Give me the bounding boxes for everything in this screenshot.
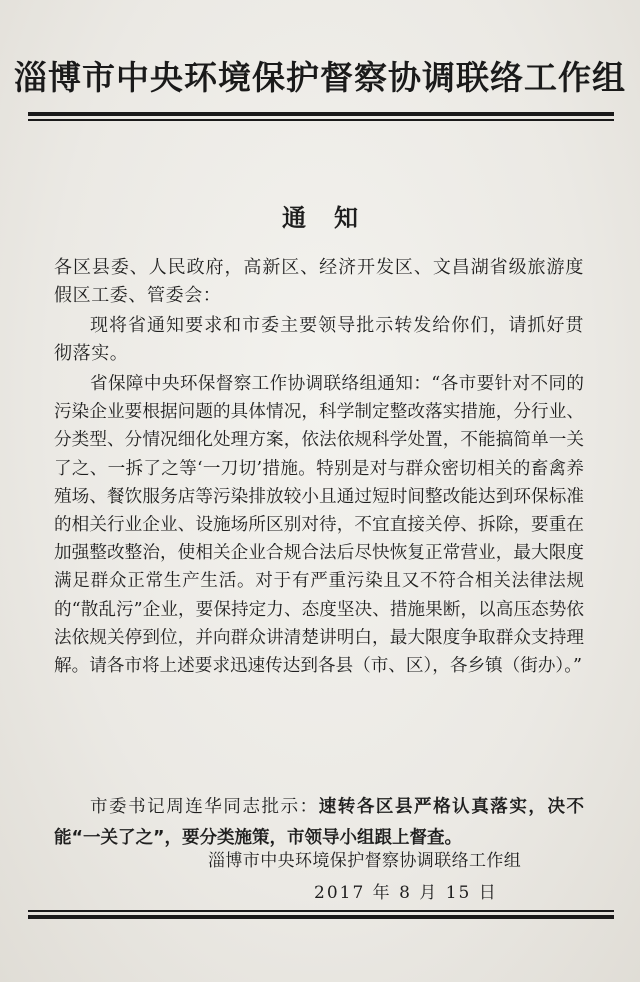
body-paragraph-2: 省保障中央环保督察工作协调联络组通知：“各市要针对不同的污染企业要根据问题的具体情况，科学制定整改落实措施，分行业、分类型、分情况细化处理方案，依法依规科学处置，不能搞简单一关了之、一拆了之等‘一刀切’措施。特别是对与群众密切相关的畜禽养殖场、餐饮服务店等污染排放较小且通过短时间整改能达到环保标准的相关行业企业、设施场所区别对待，不宜直接关停、拆除，要重在加强整改整治，使相关企业合规合法后尽快恢复正常营业，最大限度满足群众正常生产生活。对于有严重污染且又不符合相关法律法规的“散乱污”企业，要保持定力、态度坚决、措施果断，以高压态势依法依规关停到位，并向群众讲清楚讲明白，最大限度争取群众支持理解。请各市将上述要求迅速传达到各县（市、区），各乡镇（街办）。” bbox=[54, 374, 584, 677]
document-title: 通知 bbox=[282, 203, 386, 232]
letterhead-rule-thick bbox=[28, 112, 614, 116]
signature-organization: 淄博市中央环境保护督察协调联络工作组 bbox=[208, 851, 522, 871]
signature-date: 2017 年 8 月 15 日 bbox=[314, 883, 498, 903]
body-paragraph-3 bbox=[54, 792, 584, 854]
footer-rule-thin bbox=[28, 910, 614, 912]
letterhead-title: 淄博市中央环境保护督察协调联络工作组 bbox=[14, 58, 626, 97]
addressee-paragraph: 各区县委、人民政府，高新区、经济开发区、文昌湖省级旅游度假区工委、管委会： bbox=[54, 257, 584, 306]
letterhead-rule-thin bbox=[28, 119, 614, 121]
body-paragraph-1: 现将省通知要求和市委主要领导批示转发给你们，请抓好贯彻落实。 bbox=[54, 315, 584, 364]
instruction-emphasis: 速转各区县严格认真落实，决不能“一关了之”，要分类施策，市领导小组跟上督查。 bbox=[54, 797, 585, 848]
instruction-lead: 市委书记周连华同志批示： bbox=[90, 797, 319, 817]
footer-rule-thick bbox=[28, 915, 614, 919]
